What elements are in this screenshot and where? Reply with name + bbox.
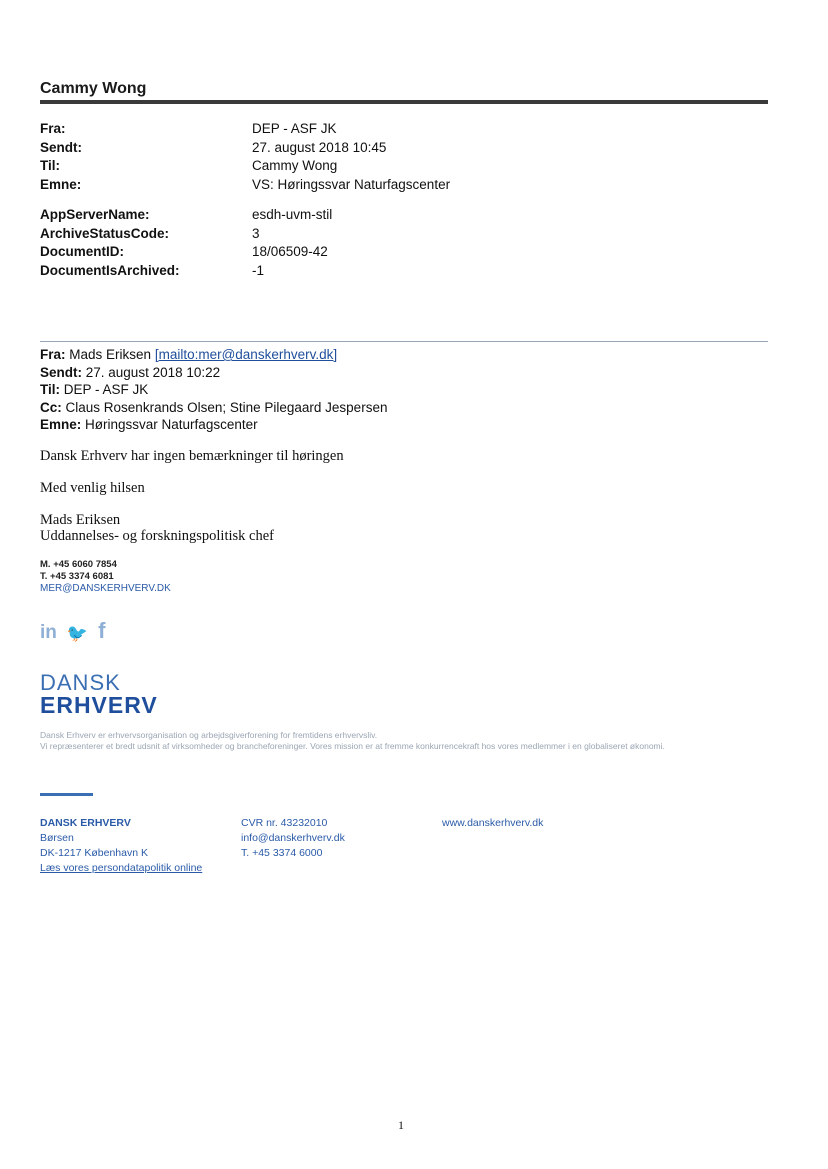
footer-org: DANSK ERHVERV — [40, 817, 131, 829]
meta-label: Sendt: — [40, 139, 82, 155]
fwd-from-label: Fra: — [40, 347, 66, 362]
meta-value: 18/06509-42 — [252, 244, 328, 259]
meta-label: ArchiveStatusCode: — [40, 225, 170, 241]
mobile-number: M. +45 6060 7854 — [40, 559, 117, 570]
meta-row-subject — [40, 176, 600, 195]
meta-row-to — [40, 157, 600, 176]
footer-accent-rule — [40, 793, 93, 796]
tagline-line-1: Dansk Erhverv er erhvervsorganisation og arbejdsgiverforening for fremtidens erhvervsliv. — [40, 730, 378, 740]
fwd-to-value: DEP - ASF JK — [63, 382, 149, 397]
logo-line-1: DANSK — [40, 670, 121, 695]
fwd-sent-label: Sendt: — [40, 364, 82, 380]
meta-row-archivestatus — [40, 225, 600, 244]
meta-value: Cammy Wong — [252, 158, 338, 173]
fwd-from-name: Mads Eriksen — [69, 347, 152, 362]
social-links — [40, 618, 105, 644]
privacy-link[interactable]: Læs vores persondatapolitik online — [40, 862, 203, 874]
footer-cvr: CVR nr. 43232010 — [241, 817, 328, 829]
meta-row-archived — [40, 262, 600, 281]
footer-website-link[interactable]: www.danskerhverv.dk — [442, 817, 544, 829]
fwd-cc-value: Claus Rosenkrands Olsen; Stine Pilegaard Jespersen — [65, 399, 388, 415]
meta-value: esdh-uvm-stil — [252, 207, 333, 222]
meta-value: 3 — [252, 225, 260, 241]
greeting: Med venlig hilsen — [40, 480, 145, 496]
fwd-from-mailto-link[interactable]: [mailto:mer@danskerhverv.dk] — [154, 347, 338, 362]
fwd-cc-label: Cc: — [40, 399, 62, 415]
fwd-subject-label: Emne: — [40, 417, 82, 432]
forward-divider — [40, 341, 768, 342]
meta-label: DocumentID: — [40, 244, 124, 259]
logo-line-2: ERHVERV — [40, 692, 158, 718]
meta-row-documentid — [40, 243, 600, 262]
meta-value: 27. august 2018 10:45 — [252, 139, 387, 155]
meta-row-from — [40, 120, 600, 139]
signature-title: Uddannelses- og forskningspolitisk chef — [40, 528, 274, 544]
tagline-line-2: Vi repræsenterer et bredt udsnit af virksomheder og brancheforeninger. Vores mission er at fremme konkurrencekraft hos vores medlemmer i en globaliseret økonomi. — [40, 741, 665, 751]
footer-street: Børsen — [40, 832, 74, 844]
meta-label: Fra: — [40, 121, 66, 136]
footer-email-link[interactable]: info@danskerhverv.dk — [241, 832, 345, 844]
fwd-subject-value: Høringssvar Naturfagscenter — [85, 417, 258, 432]
meta-value: VS: Høringssvar Naturfagscenter — [252, 176, 451, 192]
footer-address — [40, 816, 202, 876]
meta-value: -1 — [252, 262, 265, 278]
metadata-block — [40, 120, 600, 280]
fwd-sent-value: 27. august 2018 10:22 — [85, 364, 221, 380]
header-divider — [40, 100, 768, 104]
email-link[interactable]: MER@DANSKERHVERV.DK — [40, 583, 171, 594]
meta-label: AppServerName: — [40, 207, 150, 222]
meta-value: DEP - ASF JK — [252, 121, 337, 136]
footer-contact — [241, 816, 345, 861]
page-number: 1 — [398, 1118, 404, 1132]
twitter-icon[interactable]: 🐦 — [66, 624, 89, 643]
footer-phone: T. +45 3374 6000 — [241, 847, 323, 859]
forwarded-header — [40, 346, 780, 434]
meta-row-appserver — [40, 206, 600, 225]
meta-label: DocumentIsArchived: — [40, 262, 180, 278]
tagline — [40, 730, 780, 752]
meta-label: Emne: — [40, 176, 82, 192]
meta-label: Til: — [40, 158, 60, 173]
body-line: Dansk Erhverv har ingen bemærkninger til høringen — [40, 448, 344, 464]
linkedin-icon[interactable]: in — [40, 622, 57, 643]
signature-contact — [40, 559, 171, 595]
dansk-erhverv-logo — [40, 672, 158, 716]
fwd-to-label: Til: — [40, 382, 60, 397]
signature-name: Mads Eriksen — [40, 512, 121, 528]
owner-name: Cammy Wong — [40, 80, 147, 97]
facebook-icon[interactable]: f — [98, 618, 106, 643]
meta-row-sent — [40, 139, 600, 158]
phone-number: T. +45 3374 6081 — [40, 571, 114, 582]
footer-city: DK-1217 København K — [40, 847, 148, 859]
